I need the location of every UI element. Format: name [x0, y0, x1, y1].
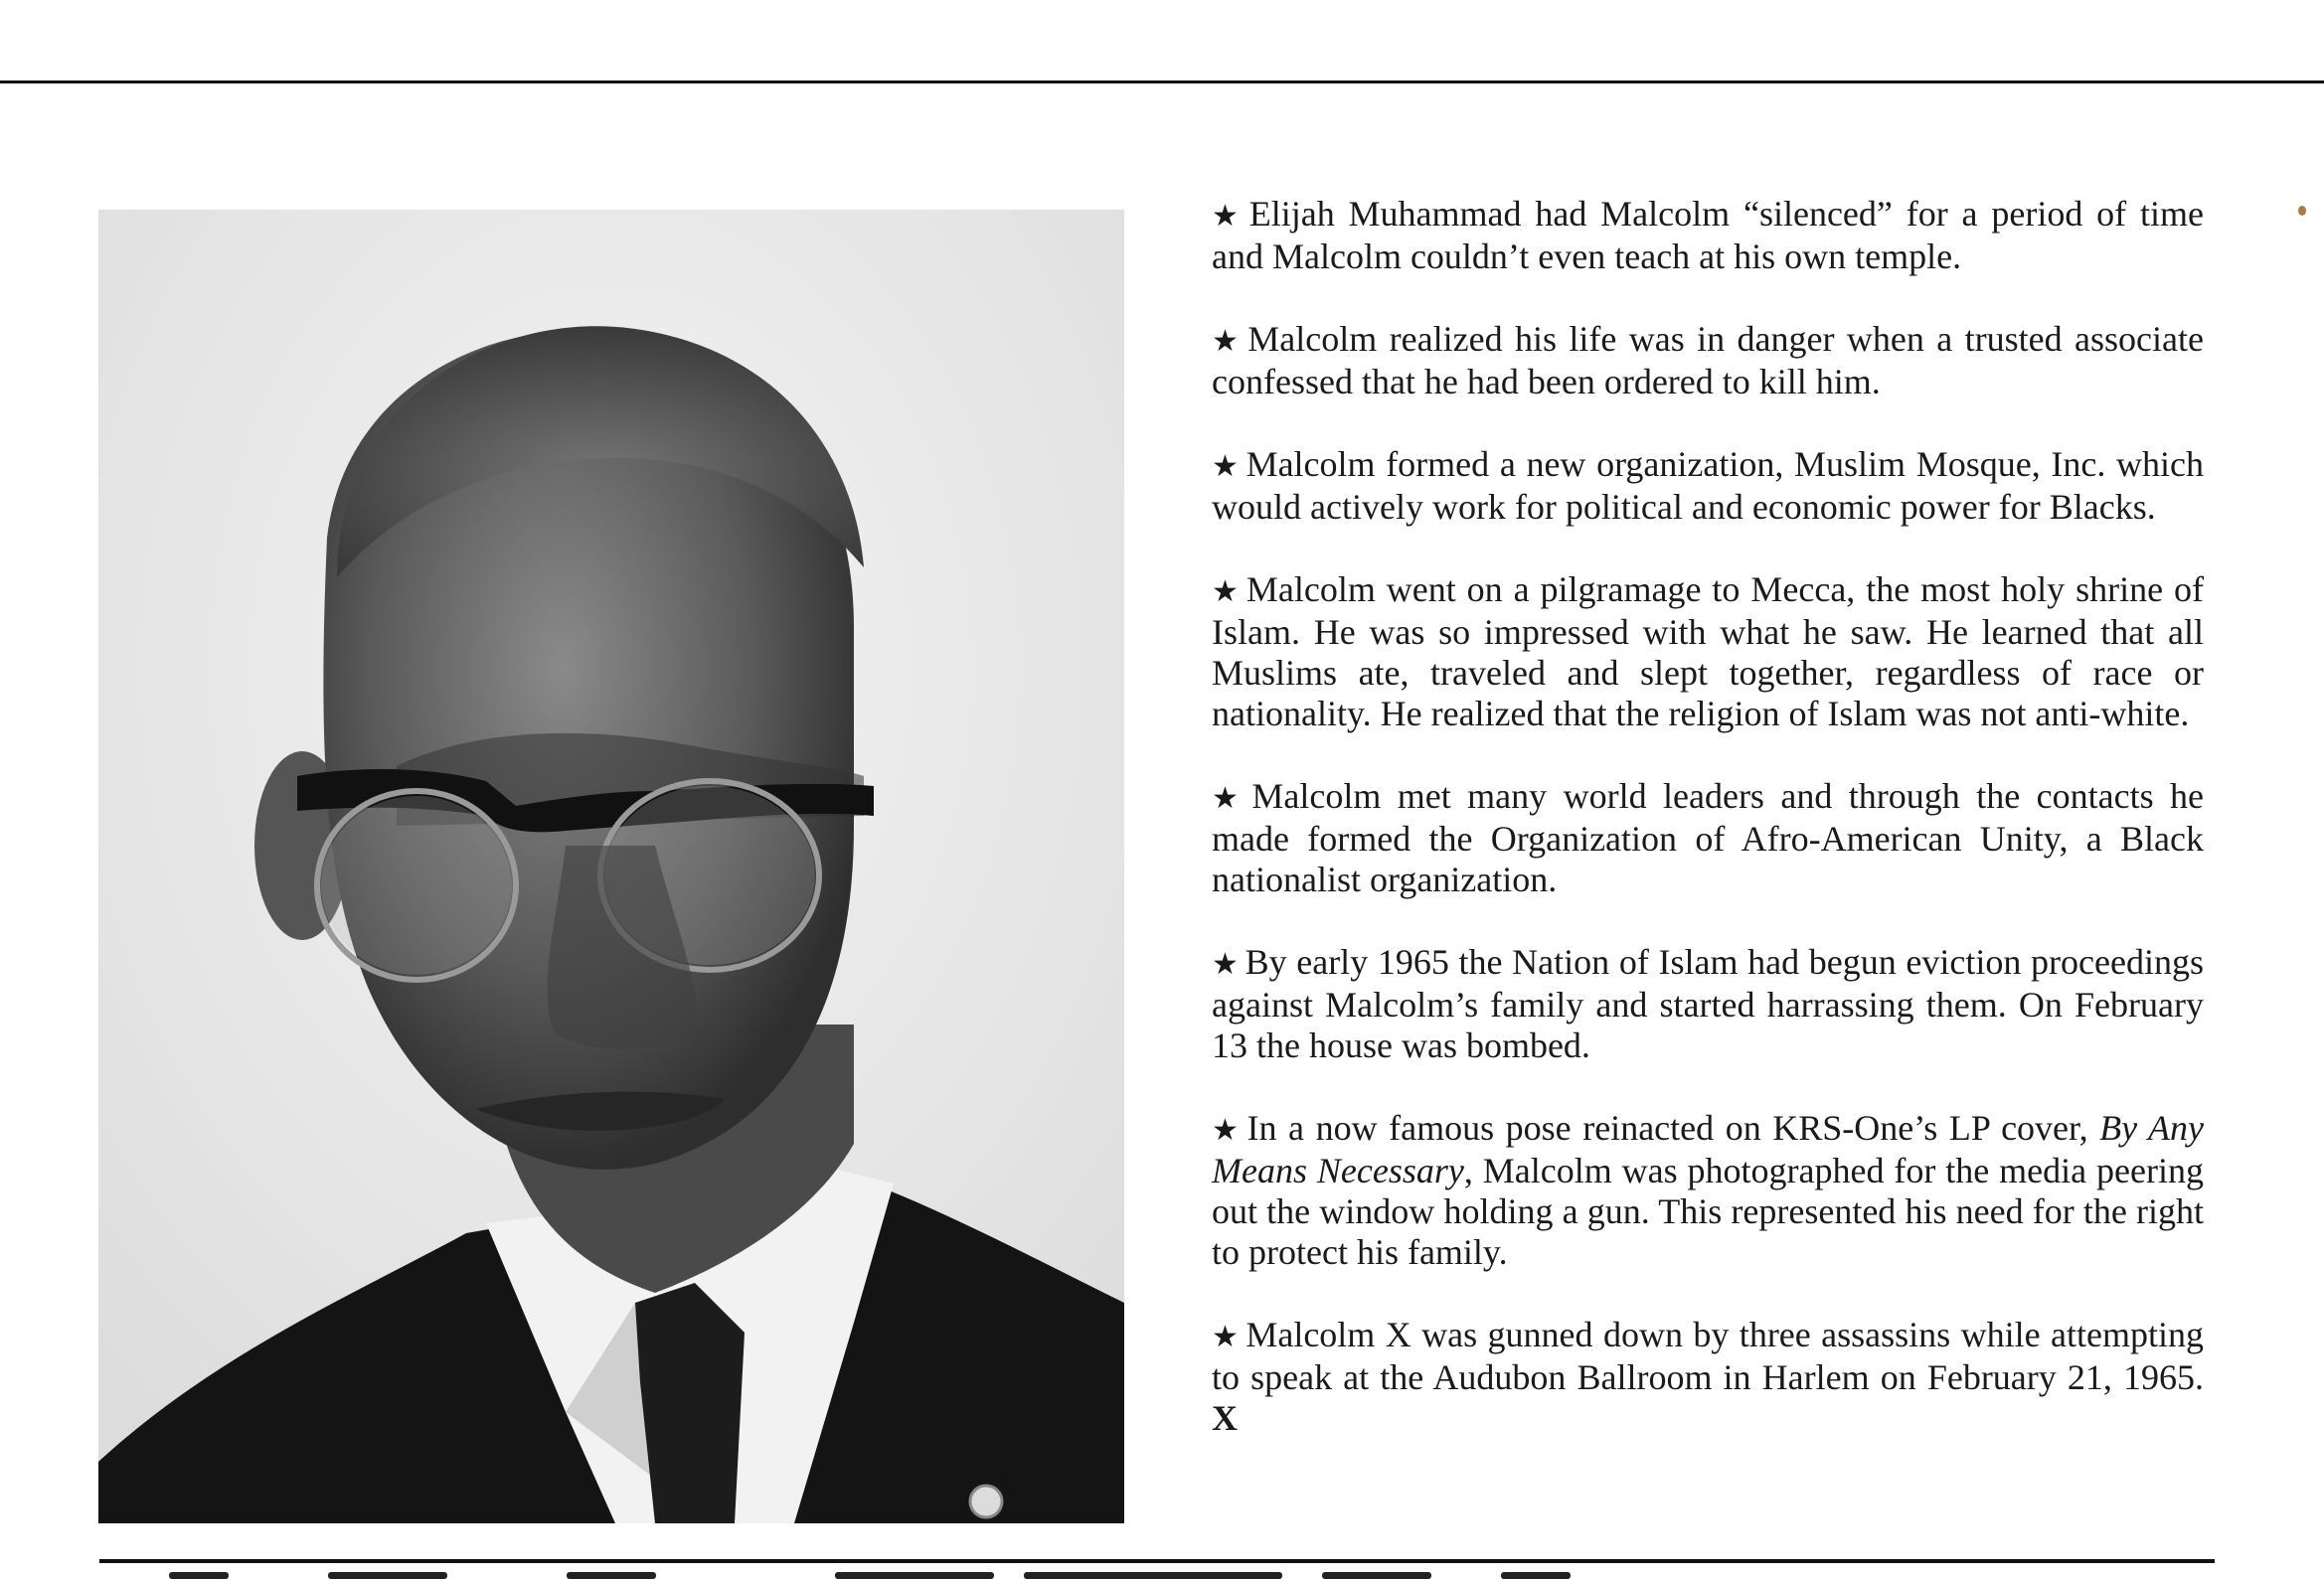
- star-icon: ★: [1212, 1320, 1241, 1354]
- bullet-text: Malcolm met many world leaders and through the contacts he made formed the Organization of Afro-American Unity, a Black nationalist organization.: [1212, 776, 2204, 899]
- star-icon: ★: [1212, 449, 1241, 484]
- bullet-text: Malcolm X was gunned down by three assassins while attempting to speak at the Audubon Ballroom in Harlem on February 21, 1965.: [1212, 1315, 2204, 1397]
- text-column: [1212, 194, 2204, 1481]
- bullet-text: Malcolm went on a pilgramage to Mecca, the most holy shrine of Islam. He was so impressed with what he saw. He learned that all Muslims ate, traveled and slept together, regardless of race or nationality. He realized that the religion of Islam was not anti-white.: [1212, 569, 2204, 733]
- bullet-famous-pose: [1212, 1108, 2204, 1273]
- album-title: By Any Means Necessary: [1212, 1108, 2204, 1190]
- bottom-rule: [99, 1559, 2215, 1563]
- star-icon: ★: [1212, 1113, 1242, 1148]
- bullet-oaau: [1212, 776, 2204, 900]
- bullet-text: Elijah Muhammad had Malcolm “silenced” for a period of time and Malcolm couldn’t even teach at his own temple.: [1212, 194, 2204, 276]
- bullet-muslim-mosque: [1212, 444, 2204, 528]
- star-icon: ★: [1212, 199, 1244, 234]
- star-icon: ★: [1212, 781, 1246, 816]
- portrait-photo: [98, 210, 1124, 1523]
- bullet-text-after: , Malcolm was photographed for the media peering out the window holding a gun. This represented his need for the right to protect his family.: [1212, 1151, 2204, 1272]
- star-icon: ★: [1212, 574, 1241, 609]
- bullet-mecca: [1212, 569, 2204, 734]
- bullet-text-before: In a now famous pose reinacted on KRS-One’s LP cover,: [1246, 1108, 2100, 1148]
- bullet-text: Malcolm formed a new organization, Muslim Mosque, Inc. which would actively work for political and economic power for Blacks.: [1212, 444, 2204, 527]
- end-mark: X: [1212, 1398, 1238, 1438]
- portrait-illustration: [98, 210, 1124, 1523]
- bullet-assassination: [1212, 1315, 2204, 1439]
- bullet-eviction: [1212, 942, 2204, 1066]
- star-icon: ★: [1212, 947, 1240, 982]
- bullet-silenced: [1212, 194, 2204, 277]
- bullet-danger: [1212, 319, 2204, 402]
- bottom-cut-text-strip: [149, 1569, 2187, 1579]
- bullet-text: Malcolm realized his life was in danger when a trusted associate confessed that he had been ordered to kill him.: [1212, 319, 2204, 401]
- ink-speck: [2298, 206, 2306, 216]
- top-rule: [0, 80, 2324, 83]
- star-icon: ★: [1212, 324, 1243, 359]
- bullet-text: By early 1965 the Nation of Islam had begun eviction proceedings against Malcolm’s family and started harrassing them. On February 13 the house was bombed.: [1212, 942, 2204, 1065]
